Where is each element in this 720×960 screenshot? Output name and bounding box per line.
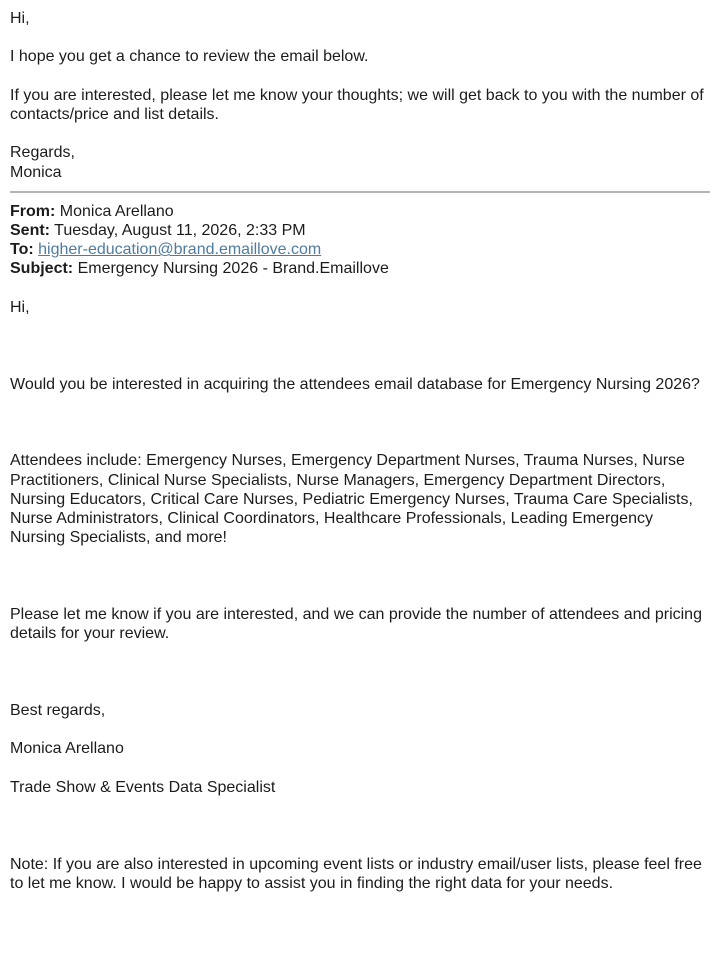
- subject-value: Emergency Nursing 2026 - Brand.Emaillove: [77, 260, 389, 278]
- body-attendees: Attendees include: Emergency Nurses, Emergency Department Nurses, Trauma Nurses, Nurse Practitioners, Clinical Nurse Specialists, Nurse Managers, Emergency Department Directors, Nursing Educators, Critical Care Nurses, Pediatric Emergency Nurses, Trauma Care Specialists, Nurse Administrators, Clinical Coordinators, Healthcare Professionals, Leading Emergency Nursing Specialists, and more!: [10, 452, 693, 547]
- header-sent: [10, 221, 710, 240]
- subject-label: Subject:: [10, 260, 74, 278]
- sent-value: Tuesday, August 11, 2026, 2:33 PM: [54, 221, 306, 239]
- to-email-link[interactable]: higher-education@brand.emaillove.com: [38, 241, 322, 259]
- from-value: Monica Arellano: [59, 202, 174, 220]
- reply-greeting: Hi,: [10, 10, 30, 27]
- body-sender-name: Monica Arellano: [10, 740, 124, 758]
- body-note: Note: If you are also interested in upcoming event lists or industry email/user lists, please feel free to let me know. I would be happy to assist you in finding the right data for your needs.: [10, 855, 702, 892]
- reply-signature: Monica: [10, 163, 62, 181]
- forward-divider: [10, 191, 710, 193]
- header-from: [10, 202, 710, 221]
- reply-line-interest: If you are interested, please let me know your thoughts; we will get back to you with the number of contacts/price and list details.: [10, 86, 704, 123]
- reply-closing: Regards,: [10, 144, 75, 162]
- body-question: Would you be interested in acquiring the attendees email database for Emergency Nursing 2026?: [10, 375, 700, 393]
- body-request: Please let me know if you are interested, and we can provide the number of attendees and pricing details for your review.: [10, 605, 702, 643]
- body-closing: Best regards,: [10, 701, 106, 719]
- header-to: [10, 240, 710, 259]
- sent-label: Sent:: [10, 221, 50, 239]
- body-greeting: Hi,: [10, 298, 30, 316]
- header-subject: [10, 259, 710, 278]
- to-label: To:: [10, 241, 34, 259]
- reply-line-review: I hope you get a chance to review the email below.: [10, 48, 369, 66]
- body-sender-title: Trade Show & Events Data Specialist: [10, 778, 276, 796]
- forwarded-header: [10, 202, 710, 279]
- from-label: From:: [10, 202, 56, 220]
